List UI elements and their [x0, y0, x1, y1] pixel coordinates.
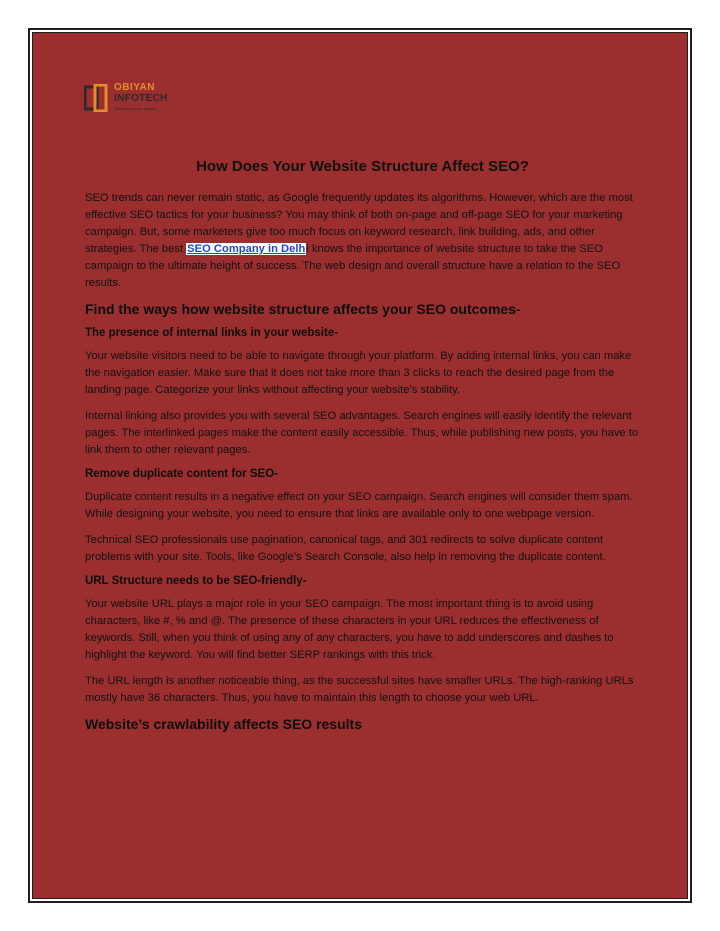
paragraph-duplicate-content-2: Technical SEO professionals use pagination, canonical tags, and 301 redirects to solve duplicate content problems with your site. Tools, like Google’s Search Console, also help in removing the duplicate content.	[85, 534, 606, 563]
paragraph-url-structure-1: Your website URL plays a major role in your SEO campaign. The most important thing is to avoid using characters, like #, % and @. The presence of these characters in your URL reduces the effectiveness of keywords. Still, when you think of using any of any characters, you have to add underscores and dashes to highlight the keyword. You will find better SERP rankings with this trick.	[85, 598, 614, 661]
subheading-duplicate-content: Remove duplicate content for SEO-	[85, 468, 278, 480]
logo-text-infotech: INFOTECH	[114, 93, 168, 104]
company-logo	[84, 82, 184, 116]
paragraph-internal-links-2: Internal linking also provides you with several SEO advantages. Search engines will easily identify the relevant pages. The interlinked pages make the content easily accessible. Thus, while publishing new posts, you have to link them to other relevant pages.	[85, 410, 639, 456]
section-heading-crawlability: Website’s crawlability affects SEO results	[85, 716, 362, 732]
page-title: How Does Your Website Structure Affect SEO?	[196, 158, 529, 175]
subheading-url-structure: URL Structure needs to be SEO-friendly-	[85, 575, 307, 587]
intro-text-start: SEO trends can never remain static, as Google frequently updates its algorithms. However, which are the most effective SEO tactics for your business? You may think of both on-page and off-page SEO for your marketing campaign. But, some marketers give too much focus on keyword research, link building, ads, and other strategies. The best	[85, 192, 633, 255]
section-heading-structure: Find the ways how website structure affects your SEO outcomes-	[85, 301, 521, 317]
paragraph-internal-links-1: Your website visitors need to be able to navigate through your platform. By adding internal links, you can make the navigation easier. Make sure that it does not take more than 3 clicks to reach the desired page from the landing page. Categorize your links without affecting your website’s stability.	[85, 350, 632, 396]
paragraph-url-structure-2: The URL length is another noticeable thing, as the successful sites have smaller URLs. The high-ranking URLs mostly have 36 characters. Thus, you have to maintain this length to choose your web URL.	[85, 675, 634, 704]
logo-mark-icon	[84, 84, 108, 112]
article	[85, 158, 640, 742]
subheading-internal-links: The presence of internal links in your website-	[85, 327, 339, 339]
intro-paragraph	[85, 190, 640, 292]
logo-text-obiyan: OBIYAN	[114, 82, 155, 93]
logo-tagline: We nurture your growth	[114, 106, 156, 111]
intro-text-end: i knows the importance of website structure to take the SEO campaign to the ultimate height of success. The web design and overall structure have a relation to the SEO results.	[85, 243, 621, 289]
seo-company-link[interactable]: SEO Company in Delh	[187, 243, 306, 255]
paragraph-duplicate-content-1: Duplicate content results in a negative effect on your SEO campaign. Search engines will consider them spam. While designing your website, you need to ensure that links are available only to one webpage version.	[85, 491, 633, 520]
